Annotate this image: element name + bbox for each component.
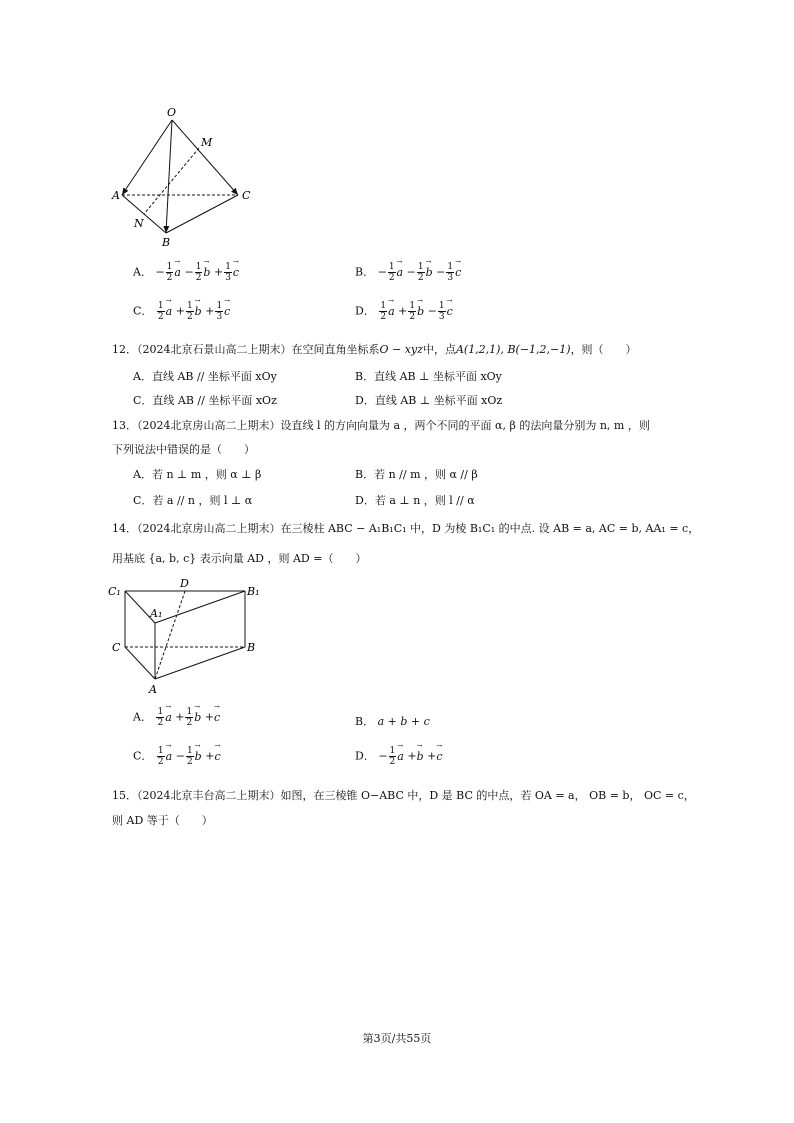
- q14-option-a[interactable]: A． $\frac{1}{2}$ → a + $\frac{1}{2}$ → b +→ c: [133, 707, 220, 728]
- edge-OC: [172, 120, 238, 195]
- q12-option-a[interactable]: A．直线 AB // 坐标平面 xOy: [133, 370, 277, 383]
- label-A1: A₁: [150, 607, 163, 620]
- label-N: N: [134, 217, 144, 230]
- label-B: B: [162, 236, 171, 249]
- label-O: O: [167, 106, 177, 119]
- tetrahedron-figure: [110, 100, 260, 250]
- label-D: D: [180, 577, 189, 590]
- q15-stem-line1: 15．（2024北京丰台高二上期末）如图，在三棱锥 O−ABC 中，D 是 BC 的中点，若 OA = a， OB = b， OC = c，: [112, 789, 695, 802]
- page-number: 第3页/共55页: [362, 1032, 432, 1045]
- label-C: C: [242, 189, 251, 202]
- q11-option-a[interactable]: A． − $\frac{1}{2}$ → a − $\frac{1}{2}$ → b + $\frac{1}{3}$ → c: [133, 262, 239, 283]
- label-B1: B₁: [247, 585, 260, 598]
- q13-stem-line1: 13．（2024北京房山高二上期末）设直线 l 的方向向量为 a ，两个不同的平面 α, β 的法向量分别为 n, m ，则: [112, 419, 650, 432]
- q15-stem-line2: 则 AD 等于（ ）: [112, 814, 213, 827]
- label-B: B: [247, 641, 256, 654]
- prism-figure: [105, 575, 275, 700]
- edge-A1B1: [155, 591, 245, 623]
- segment-MN: [144, 148, 199, 214]
- q12-option-c[interactable]: C．直线 AB // 坐标平面 xOz: [133, 394, 277, 407]
- edge-AB: [155, 647, 245, 679]
- segment-AD: [155, 591, 185, 679]
- edge-BC: [166, 195, 238, 233]
- label-M: M: [201, 136, 213, 149]
- q14-stem-line1: 14．（2024北京房山高二上期末）在三棱柱 ABC − A₁B₁C₁ 中，D 为棱 B₁C₁ 的中点. 设 AB = a, AC = b, AA₁ = c，: [112, 522, 700, 535]
- q14-option-b[interactable]: B． a + b + c: [355, 715, 430, 728]
- q14-option-d[interactable]: D． − $\frac{1}{2}$ → a +→ b +→ c: [355, 746, 443, 767]
- edge-OB: [166, 120, 172, 233]
- q11-option-b[interactable]: B． − $\frac{1}{2}$ → a − $\frac{1}{2}$ → b − $\frac{1}{3}$ → c: [355, 262, 461, 283]
- q12-option-d[interactable]: D．直线 AB ⊥ 坐标平面 xOz: [355, 394, 503, 407]
- q14-option-c[interactable]: C． $\frac{1}{2}$ → a − $\frac{1}{2}$ → b +→ c: [133, 746, 221, 767]
- q13-option-c[interactable]: C．若 a // n ，则 l ⊥ α: [133, 494, 253, 507]
- label-C: C: [112, 641, 121, 654]
- label-C1: C₁: [108, 585, 121, 598]
- q13-stem-line2: 下列说法中错误的是（ ）: [112, 443, 255, 456]
- q13-option-b[interactable]: B．若 n // m ，则 α // β: [355, 468, 478, 481]
- q14-stem-line2: 用基底 {a, b, c} 表示向量 AD ，则 AD =（ ）: [112, 552, 367, 565]
- q11-option-c[interactable]: C． $\frac{1}{2}$ → a + $\frac{1}{2}$ → b + $\frac{1}{3}$ → c: [133, 301, 230, 322]
- label-A: A: [149, 683, 157, 696]
- edge-OA: [122, 120, 172, 195]
- q13-option-d[interactable]: D．若 a ⊥ n ，则 l // α: [355, 494, 475, 507]
- q12-stem: 12．（2024北京石景山高二上期末）在空间直角坐标系O − xyz中，点A(1,2,1), B(−1,2,−1)，则（ ）: [112, 343, 637, 356]
- edge-CA: [125, 647, 155, 679]
- q11-option-d[interactable]: D． $\frac{1}{2}$ → a + $\frac{1}{2}$ → b − $\frac{1}{3}$ → c: [355, 301, 453, 322]
- label-A: A: [112, 189, 120, 202]
- q13-option-a[interactable]: A．若 n ⊥ m ，则 α ⊥ β: [133, 468, 262, 481]
- q12-option-b[interactable]: B．直线 AB ⊥ 坐标平面 xOy: [355, 370, 502, 383]
